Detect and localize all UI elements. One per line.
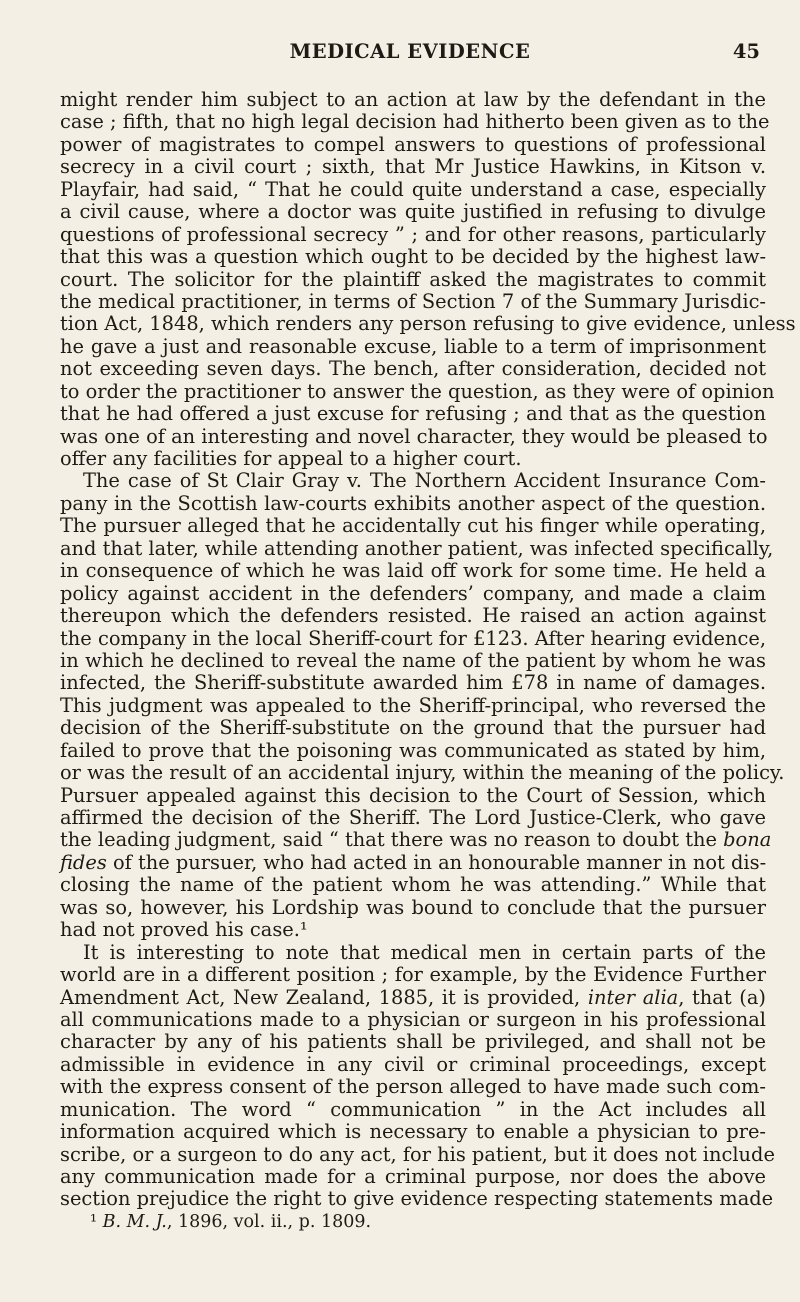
page-number: 45	[732, 40, 760, 63]
text-line: The pursuer alleged that he accidentally cut his finger while operating,	[60, 514, 766, 538]
text-line: thereupon which the defenders resisted. He raised an action against	[60, 604, 766, 628]
body-text	[60, 88, 796, 1233]
footnote: ¹ B. M. J., 1896, vol. ii., p. 1809.	[90, 1211, 372, 1232]
text-line: with the express consent of the person alleged to have made such com-	[60, 1075, 766, 1099]
text-line: scribe, or a surgeon to do any act, for his patient, but it does not include	[60, 1142, 775, 1166]
text-line: to order the practitioner to answer the question, as they were of opinion	[60, 379, 775, 403]
text-line: in which he declined to reveal the name of the patient by whom he was	[60, 648, 766, 672]
text-line: section prejudice the right to give evidence respecting statements made	[60, 1187, 774, 1211]
text-line: all communications made to a physician or surgeon in his professional	[60, 1007, 766, 1031]
text-line: questions of professional secrecy ” ; and for other reasons, particularly	[60, 222, 766, 246]
text-line: admissible in evidence in any civil or criminal proceedings, except	[60, 1052, 766, 1076]
text-line: Playfair, had said, “ That he could quite understand a case, especially	[60, 177, 766, 201]
text-line: Amendment Act, New Zealand, 1885, it is provided, inter alia, that (a)	[60, 985, 766, 1009]
text-line: that he had offered a just excuse for refusing ; and that as the question	[60, 402, 766, 426]
text-line: he gave a just and reasonable excuse, liable to a term of imprisonment	[60, 334, 766, 358]
text-line: tion Act, 1848, which renders any person refusing to give evidence, unless	[60, 312, 796, 336]
text-line: This judgment was appealed to the Sheriff-principal, who reversed the	[60, 693, 766, 717]
text-line: fides of the pursuer, who had acted in an honourable manner in not dis-	[60, 850, 767, 874]
text-line: was so, however, his Lordship was bound to conclude that the pursuer	[60, 895, 766, 919]
text-line: in consequence of which he was laid off work for some time. He held a	[60, 559, 766, 583]
text-line: infected, the Sheriff-substitute awarded him £78 in name of damages.	[60, 671, 766, 695]
text-line: or was the result of an accidental injury, within the meaning of the policy.	[60, 761, 785, 785]
text-line: was one of an interesting and novel character, they would be pleased to	[60, 424, 768, 448]
text-line: information acquired which is necessary to enable a physician to pre-	[60, 1120, 766, 1144]
text-line: that this was a question which ought to be decided by the highest law-	[60, 245, 766, 269]
text-line: power of magistrates to compel answers to questions of professional	[60, 132, 766, 156]
text-line: The case of St Clair Gray v. The Northern Accident Insurance Com-	[83, 469, 766, 493]
text-line: case ; fifth, that no high legal decision had hitherto been given as to the	[60, 110, 770, 134]
text-line: It is interesting to note that medical men in certain parts of the	[83, 940, 766, 964]
text-line: world are in a different position ; for example, by the Evidence Further	[60, 963, 766, 987]
text-line: affirmed the decision of the Sheriff. The Lord Justice-Clerk, who gave	[60, 806, 766, 829]
page-header	[60, 40, 760, 68]
text-line: court. The solicitor for the plaintiff asked the magistrates to commit	[60, 267, 766, 291]
text-line: and that later, while attending another patient, was infected specifically,	[60, 536, 774, 560]
text-line: pany in the Scottish law-courts exhibits another aspect of the question.	[60, 491, 766, 515]
text-line: not exceeding seven days. The bench, after consideration, decided not	[60, 357, 766, 381]
text-line: might render him subject to an action at law by the defendant in the	[60, 88, 766, 111]
text-line: the leading judgment, said “ that there was no reason to doubt the bona	[60, 828, 772, 852]
text-line: munication. The word “ communication ” in the Act includes all	[60, 1097, 766, 1121]
text-line: decision of the Sheriff-substitute on the ground that the pursuer had	[60, 716, 766, 740]
text-line: the company in the local Sheriff-court for £123. After hearing evidence,	[60, 626, 766, 650]
text-line: closing the name of the patient whom he was attending.” While that	[60, 873, 766, 897]
text-line: Pursuer appealed against this decision to the Court of Session, which	[60, 783, 766, 807]
text-line: secrecy in a civil court ; sixth, that Mr Justice Hawkins, in Kitson v.	[60, 155, 766, 179]
running-head: MEDICAL EVIDENCE	[289, 40, 531, 63]
text-line: policy against accident in the defenders’ company, and made a claim	[60, 581, 766, 605]
text-line: any communication made for a criminal purpose, nor does the above	[60, 1165, 766, 1188]
text-line: failed to prove that the poisoning was communicated as stated by him,	[60, 738, 766, 762]
text-line: a civil cause, where a doctor was quite justified in refusing to divulge	[60, 200, 766, 224]
text-line: had not proved his case.¹	[60, 918, 308, 942]
text-line: the medical practitioner, in terms of Section 7 of the Summary Jurisdic-	[60, 289, 766, 313]
text-line: character by any of his patients shall be privileged, and shall not be	[60, 1030, 766, 1054]
text-line: offer any facilities for appeal to a higher court.	[60, 447, 522, 470]
